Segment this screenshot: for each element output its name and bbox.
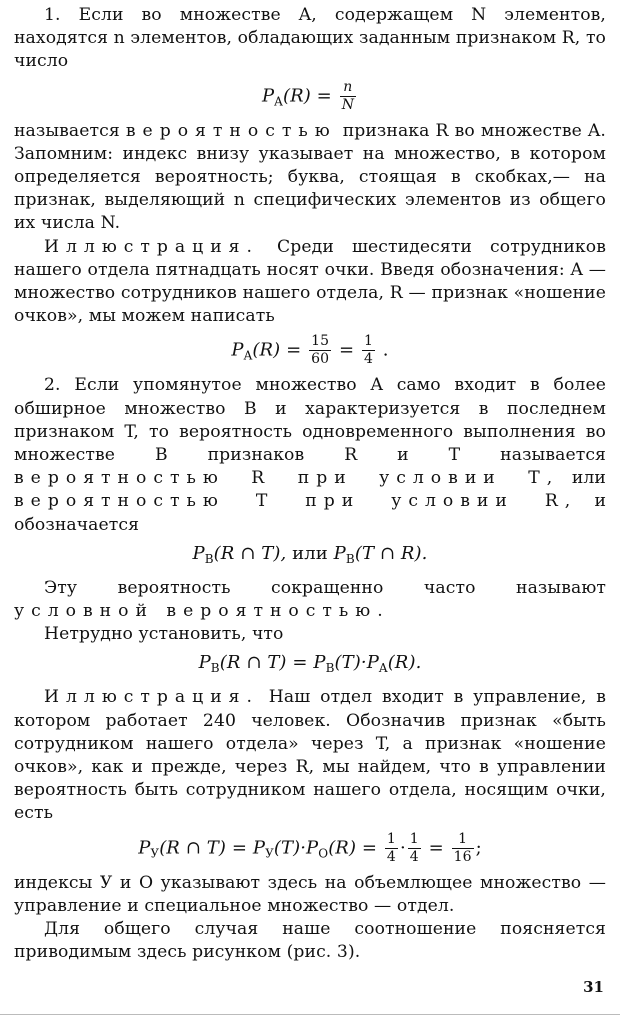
fraction-denominator: 60 (311, 351, 330, 368)
paragraph-indices (14, 872, 606, 918)
paragraph-probability-term (14, 120, 606, 236)
fraction-denominator: 4 (409, 848, 419, 865)
formula-subscript: A (243, 348, 253, 363)
paragraph-text: Нетрудно установить, что (44, 624, 284, 645)
formula-conditional-notation (14, 542, 606, 571)
formula-subscript: A (274, 94, 283, 109)
paragraph-text: Наш отдел входит в управление, в котором работает 240 человек. Обозначив признак «быть сотрудником нашего отдела» через T, а признак «ношение очков», как и прежде, через R, мы найдем, что в управлении вероятность быть сотрудником нашего отдела, носящим очки, есть (14, 687, 606, 824)
formula-symbol: P (231, 339, 244, 361)
bottom-divider (0, 1014, 620, 1015)
formula-text: или (292, 542, 328, 564)
paragraph-text: Для общего случая наше соотношение поясняется приводимым здесь рисунком (рис. 3). (14, 919, 606, 963)
formula-text: ; (475, 837, 482, 859)
formula-text: (T ∩ R). (354, 542, 428, 564)
paragraph-text: называется (14, 120, 126, 141)
paragraph-text: , или (546, 468, 606, 489)
formula-text: (R) = (328, 837, 378, 859)
paragraph-illustration-1 (14, 236, 606, 329)
fraction (385, 831, 398, 866)
formula-subscript: B (210, 661, 220, 676)
paragraph-text: , и обозначается (14, 491, 606, 535)
paragraph-text: Среди шестидесяти сотрудников нашего отдела пятнадцать носят очки. Введя обозначения: A — множество сотрудников нашего отдела, R — признак «ношение очков», мы можем написать (14, 236, 606, 327)
paragraph-text: признака R во множестве A. Запомним: индекс внизу указывает на множество, в котором определяется вероятность; буква, стоящая в скобках,— на признак, выделяющий n специфических элементов из общего их числа N. (14, 120, 606, 234)
fraction (452, 831, 474, 866)
fraction-numerator: 1 (386, 830, 396, 847)
spaced-term: вероятностью (125, 120, 337, 141)
formula-text: (R) = (252, 339, 302, 361)
formula-symbol: P (261, 85, 275, 107)
paragraph-text: 2. Если упомянутое множество A само входит в более обширное множество B и характеризуется в последнем признаком T, то вероятность одновременного выполнения во множестве B признаков R и T называется (14, 375, 606, 466)
formula-subscript: B (204, 551, 214, 566)
fraction (362, 333, 375, 368)
formula-text: (R ∩ T) = P (219, 652, 326, 674)
paragraph-establish (14, 623, 606, 646)
page-number: 31 (583, 978, 604, 996)
fraction (309, 333, 331, 368)
formula-text: (R ∩ T) = P (159, 837, 266, 859)
formula-symbol: P (192, 542, 205, 564)
formula-subscript: О (318, 846, 329, 861)
fraction-numerator: 1 (452, 831, 474, 849)
formula-illustration-1 (14, 333, 606, 368)
formula-text: (R). (387, 652, 422, 674)
formula-text: . (382, 339, 389, 361)
paragraph-general-case (14, 918, 606, 964)
fraction (408, 831, 421, 866)
formula-text: · (399, 837, 406, 859)
formula-text: (R ∩ T), (213, 542, 293, 564)
spaced-term: Иллюстрация. (44, 687, 259, 708)
fraction (340, 79, 356, 114)
formula-subscript: B (325, 661, 335, 676)
spaced-term: Иллюстрация. (44, 236, 259, 257)
formula-text: (R) = (282, 85, 332, 107)
fraction-denominator: 4 (363, 351, 373, 368)
formula-text: (T)·P (334, 652, 379, 674)
formula-text: = (428, 837, 444, 859)
fraction-denominator: 16 (453, 848, 472, 865)
paragraph-text: Эту вероятность сокращенно часто называют (44, 577, 606, 598)
paragraph-conditional-name (14, 577, 606, 623)
spaced-term: вероятностью R при условии T (14, 468, 547, 489)
fraction-denominator: N (341, 96, 355, 113)
spaced-term: вероятностью T при условии R (14, 491, 565, 512)
paragraph-text: индексы У и О указывают здесь на объемлющее множество — управление и специальное множество — отдел. (14, 872, 606, 916)
fraction-denominator: 4 (386, 848, 396, 865)
formula-illustration-2 (14, 831, 606, 866)
fraction-numerator: 15 (311, 333, 330, 350)
paragraph-illustration-2 (14, 686, 606, 825)
formula-symbol: P (198, 652, 211, 674)
fraction-numerator: 1 (363, 333, 373, 350)
paragraph-text: 1. Если во множестве A, содержащем N элементов, находятся n элементов, обладающих заданным признаком R, то число (14, 5, 606, 72)
formula-subscript: B (345, 551, 355, 566)
formula-text: (T)·P (273, 837, 319, 859)
formula-symbol: P (138, 837, 151, 859)
paragraph-definition (14, 4, 606, 74)
formula-multiplication-rule (14, 651, 606, 680)
spaced-term: условной вероятностью. (14, 601, 390, 622)
paragraph-conditional (14, 374, 606, 536)
fraction-numerator: n (340, 79, 356, 97)
page-text (14, 4, 606, 965)
formula-probability-definition (14, 79, 606, 114)
formula-text: = (338, 339, 355, 361)
formula-subscript: A (378, 661, 388, 676)
formula-subscript: У (265, 846, 274, 861)
formula-subscript: У (150, 846, 160, 861)
formula-symbol: P (327, 542, 346, 564)
fraction-numerator: 1 (409, 830, 419, 847)
